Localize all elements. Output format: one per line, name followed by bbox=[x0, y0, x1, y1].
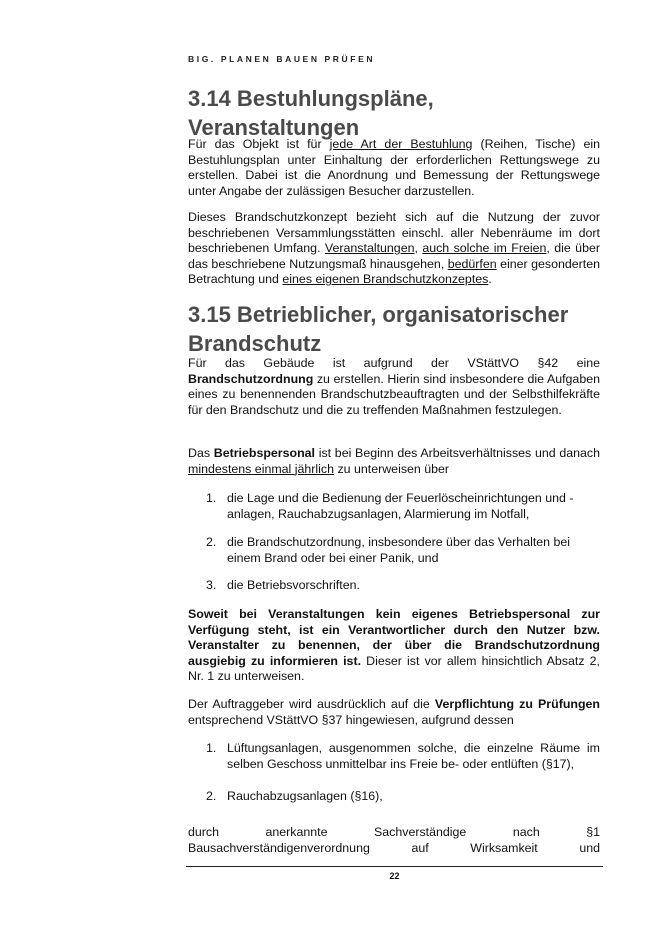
section-3-15-title bbox=[188, 300, 618, 358]
list-text: die Betriebsvorschriften. bbox=[227, 578, 360, 592]
section-3-15-paragraph-3 bbox=[188, 607, 600, 685]
underlined-text: Veranstaltungen bbox=[324, 241, 415, 256]
section-3-15-title-line1: 3.15 Betrieblicher, organisatorischer bbox=[188, 302, 569, 327]
list-number: 2. bbox=[206, 789, 217, 803]
text-run: Für das Objekt ist für bbox=[188, 137, 330, 151]
text-run: Das bbox=[188, 446, 214, 460]
text-run: zu unterweisen über bbox=[334, 461, 450, 476]
list-number: 1. bbox=[206, 741, 217, 755]
list-text: Rauchabzugsanlagen (§16), bbox=[227, 789, 383, 803]
list-number: 3. bbox=[206, 578, 217, 592]
underlined-text: jede Art der Bestuhlung bbox=[329, 137, 473, 151]
text-run: , bbox=[414, 241, 423, 256]
list-item bbox=[206, 789, 600, 805]
footer-rule bbox=[186, 866, 603, 867]
list-item bbox=[206, 491, 600, 522]
text-run: , die über das beschriebene Nutzungsmaß hinausgehen, bbox=[188, 241, 600, 271]
section-3-14-title-line2: Veranstaltungen bbox=[188, 115, 360, 140]
section-3-14-title-line1: 3.14 Bestuhlungspläne, bbox=[188, 86, 434, 111]
section-3-14-title bbox=[188, 84, 618, 142]
text-run: einer gesonderten Betrachtung und bbox=[188, 256, 600, 287]
section-3-14-paragraph-2 bbox=[188, 210, 600, 288]
text-run: Der Auftraggeber wird ausdrücklich auf die bbox=[188, 697, 435, 711]
text-run: zu erstellen. Hierin sind insbesondere die Aufgaben eines zu benennenden Brandschutzbeauftragten und der Selbsthilfekräfte für den Brandschutz und die zu treffenden Maßnahmen festzulegen. bbox=[188, 371, 600, 417]
section-3-15-title-line2: Brandschutz bbox=[188, 331, 322, 356]
list-text: die Lage und die Bedienung der Feuerlöscheinrichtungen und -anlagen, Rauchabzugsanlagen, Alarmierung im Notfall, bbox=[227, 491, 574, 521]
list-number: 1. bbox=[206, 491, 217, 505]
text-run: entsprechend VStättVO §37 hingewiesen, aufgrund dessen bbox=[188, 712, 514, 727]
text-run: (Reihen, Tische) ein Bestuhlungsplan unter Einhaltung der erforderlichen Rettungswege zu erstellen. Dabei ist die Anordnung und Bemessung der Rettungswege unter Angabe der zulässigen Besucher darzustellen. bbox=[188, 137, 600, 198]
underlined-text: bedürfen bbox=[447, 256, 497, 271]
bold-text: Brandschutzordnung bbox=[188, 371, 314, 386]
underlined-text: eines eigenen Brandschutzkonzeptes bbox=[282, 272, 489, 287]
page-number: 22 bbox=[389, 871, 400, 881]
section-3-15-paragraph-2 bbox=[188, 446, 600, 477]
text-run: Dieser ist vor allem hinsichtlich Absatz 2, Nr. 1 zu unterweisen. bbox=[188, 653, 600, 684]
text-run: . bbox=[488, 272, 492, 287]
section-3-14-paragraph-1 bbox=[188, 137, 600, 199]
section-3-15-paragraph-1 bbox=[188, 356, 600, 418]
text-run: Für das Gebäude ist aufgrund der VStättVO §42 eine bbox=[188, 356, 600, 370]
list-item bbox=[206, 535, 600, 566]
list-text: die Brandschutzordnung, insbesondere über das Verhalten bei einem Brand oder bei einer Panik, und bbox=[227, 535, 571, 565]
running-header: BIG. PLANEN BAUEN PRÜFEN bbox=[188, 54, 376, 64]
bold-text: Verpflichtung zu Prüfungen bbox=[434, 697, 600, 711]
list-item bbox=[206, 741, 600, 772]
bold-text: Soweit bei Veranstaltungen kein eigenes Betriebspersonal zur Verfügung steht, ist ein Verantwortlicher durch den Nutzer bzw. Veranstalter zu benennen, der über die Brandschutzordnung ausgiebig zu informieren ist. bbox=[188, 607, 600, 668]
list-item bbox=[206, 578, 600, 594]
bold-text: Betriebspersonal bbox=[213, 446, 315, 460]
list-text: Lüftungsanlagen, ausgenommen solche, die einzelne Räume im selben Geschoss unmittelbar ins Freie be- oder entlüften (§17), bbox=[227, 741, 600, 771]
underlined-text: mindestens einmal jährlich bbox=[188, 461, 335, 476]
section-3-15-paragraph-5: durch anerkannte Sachverständige nach §1 Bausachverständigenverordnung auf Wirksamkeit und bbox=[188, 825, 600, 855]
list-number: 2. bbox=[206, 535, 217, 549]
section-3-15-paragraph-4 bbox=[188, 697, 600, 728]
text-run: ist bei Beginn des Arbeitsverhältnisses und danach bbox=[314, 446, 600, 460]
text-run: Dieses Brandschutzkonzept bezieht sich auf die Nutzung der zuvor beschriebenen Versammlungsstätten einschl. aller Nebenräume im dort beschriebenen Umfang. bbox=[188, 210, 600, 256]
underlined-text: auch solche im Freien bbox=[422, 241, 547, 256]
